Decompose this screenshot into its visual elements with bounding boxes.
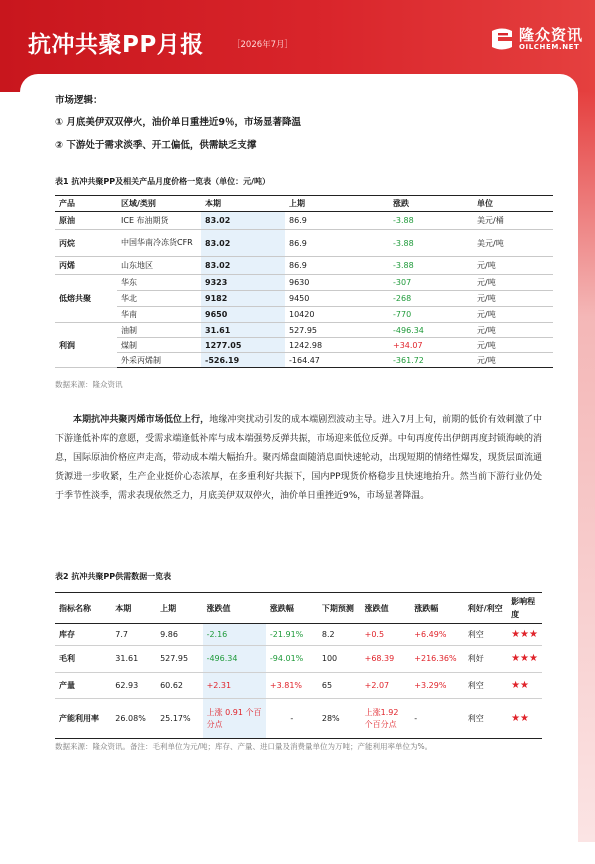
cell-previous: 9450 xyxy=(285,291,389,307)
cell-change-pct: - xyxy=(266,699,318,739)
col-effect: 利好/利空 xyxy=(464,593,507,624)
col-forecast-change: 涨跌值 xyxy=(361,593,411,624)
table-row xyxy=(55,646,542,673)
cell-region: 山东地区 xyxy=(117,257,201,275)
cell-previous: 25.17% xyxy=(156,699,202,739)
cell-effect: 利好 xyxy=(464,646,507,673)
cell-product: 丙烯 xyxy=(55,257,117,275)
cell-previous: 60.62 xyxy=(156,673,202,699)
market-logic-title: 市场逻辑： xyxy=(55,95,103,106)
cell-indicator: 库存 xyxy=(55,624,111,646)
card-edge-decoration xyxy=(578,92,595,842)
cell-current: 7.7 xyxy=(111,624,156,646)
cell-forecast-pct: +3.29% xyxy=(410,673,463,699)
cell-change-value: -496.34 xyxy=(203,646,266,673)
cell-change: +34.07 xyxy=(389,338,473,353)
cell-effect: 利空 xyxy=(464,624,507,646)
cell-current: 62.93 xyxy=(111,673,156,699)
cell-product: 利润 xyxy=(55,323,117,368)
cell-forecast-pct: - xyxy=(410,699,463,739)
cell-forecast-pct: +6.49% xyxy=(410,624,463,646)
cell-unit: 元/吨 xyxy=(473,275,553,291)
col-unit: 单位 xyxy=(473,196,553,212)
cell-current: 9323 xyxy=(201,275,285,291)
brand-logo xyxy=(489,26,583,52)
col-change-pct: 涨跌幅 xyxy=(266,593,318,624)
table2-caption: 表2 抗冲共聚PP供需数据一览表 xyxy=(55,572,172,581)
paragraph-lead: 本期抗冲共聚丙烯市场低位上行， xyxy=(73,415,210,425)
cell-change: -770 xyxy=(389,307,473,323)
cell-forecast: 8.2 xyxy=(318,624,361,646)
cell-current: 26.08% xyxy=(111,699,156,739)
cell-region: ICE 布油期货 xyxy=(117,212,201,230)
col-forecast: 下期预测 xyxy=(318,593,361,624)
col-change: 涨跌 xyxy=(389,196,473,212)
table-row xyxy=(55,212,553,230)
col-impact: 影响程度 xyxy=(507,593,542,624)
cell-previous: 10420 xyxy=(285,307,389,323)
brand-name-en: OILCHEM.NET xyxy=(518,43,580,51)
market-logic-point-2: ② 下游处于需求淡季、开工偏低，供需缺乏支撑 xyxy=(55,140,257,151)
cell-region: 华东 xyxy=(117,275,201,291)
table-row xyxy=(55,699,542,739)
cell-region: 油制 xyxy=(117,323,201,338)
cell-current: 83.02 xyxy=(201,257,285,275)
table-header-row xyxy=(55,593,542,624)
cell-forecast-change: +68.39 xyxy=(361,646,411,673)
cell-unit: 元/吨 xyxy=(473,291,553,307)
cell-change-value: -2.16 xyxy=(203,624,266,646)
table-row xyxy=(55,338,553,353)
table-header-row xyxy=(55,196,553,212)
cell-indicator: 毛利 xyxy=(55,646,111,673)
cell-current: 9182 xyxy=(201,291,285,307)
cell-change-pct: +3.81% xyxy=(266,673,318,699)
cell-change: -496.34 xyxy=(389,323,473,338)
cell-forecast: 100 xyxy=(318,646,361,673)
table-row xyxy=(55,323,553,338)
market-logic-point-1: ① 月底美伊双双停火，油价单日重挫近9％，市场显著降温 xyxy=(55,117,301,128)
supply-demand-table xyxy=(55,592,542,739)
cell-change: -268 xyxy=(389,291,473,307)
table-row xyxy=(55,624,542,646)
cell-previous: 527.95 xyxy=(156,646,202,673)
col-current: 本期 xyxy=(201,196,285,212)
cell-previous: 9630 xyxy=(285,275,389,291)
cell-current: -526.19 xyxy=(201,353,285,368)
price-table xyxy=(55,195,553,368)
cell-current: 83.02 xyxy=(201,212,285,230)
analysis-paragraph xyxy=(55,411,542,506)
cell-indicator: 产能利用率 xyxy=(55,699,111,739)
table-row xyxy=(55,275,553,291)
cell-change-value: +2.31 xyxy=(203,673,266,699)
oilchem-logo-icon xyxy=(489,27,515,51)
cell-region: 中国华南冷冻货CFR xyxy=(117,230,201,257)
table-row xyxy=(55,673,542,699)
cell-change-pct: -21.91% xyxy=(266,624,318,646)
impact-stars: ★★★ xyxy=(507,624,542,646)
cell-region: 华北 xyxy=(117,291,201,307)
cell-product: 低熔共聚 xyxy=(55,275,117,323)
col-change-value: 涨跌值 xyxy=(203,593,266,624)
table-row xyxy=(55,291,553,307)
cell-change: -3.88 xyxy=(389,212,473,230)
cell-change-value: 上涨 0.91 个百分点 xyxy=(203,699,266,739)
table-row xyxy=(55,257,553,275)
col-region: 区域/类别 xyxy=(117,196,201,212)
table2-source: 数据来源：隆众资讯。备注：毛利单位为元/吨；库存、产量、进口量及消费量单位为万吨；产能利用率单位为%。 xyxy=(55,742,433,751)
impact-stars: ★★★ xyxy=(507,646,542,673)
cell-current: 9650 xyxy=(201,307,285,323)
col-previous: 上期 xyxy=(156,593,202,624)
cell-product: 原油 xyxy=(55,212,117,230)
col-previous: 上期 xyxy=(285,196,389,212)
cell-previous: 86.9 xyxy=(285,257,389,275)
report-issue-date: ［2026年7月］ xyxy=(232,40,294,50)
paragraph-body: 地缘冲突扰动引发的成本端剧烈波动主导。进入7月上旬，前期的低价有效刺激了中下游逢低补库的意愿，受需求端逢低补库与成本端强势反弹共振，市场迎来低位反弹。中旬再度传出伊朗再度封锁海峡的消息，国际原油价格应声走高，带动成本端大幅抬升。聚丙烯盘面随消息面快速轮动，出现短期的情绪性爆发，现货层面流通货源进一步收紧，生产企业挺价心态浓厚，在多重利好共振下，国内PP现货价格稳步且快速地抬升。然当前下游行业仍处于季节性淡季，需求表现依然乏力，月底美伊双双停火，油价单日重挫近9%，市场显著降温。 xyxy=(55,415,542,501)
cell-unit: 元/吨 xyxy=(473,257,553,275)
cell-forecast-pct: +216.36% xyxy=(410,646,463,673)
cell-product: 丙烷 xyxy=(55,230,117,257)
cell-effect: 利空 xyxy=(464,673,507,699)
cell-previous: -164.47 xyxy=(285,353,389,368)
cell-region: 华南 xyxy=(117,307,201,323)
cell-unit: 元/吨 xyxy=(473,307,553,323)
table1-source: 数据来源：隆众资讯 xyxy=(55,380,123,389)
cell-change: -3.88 xyxy=(389,257,473,275)
cell-unit: 美元/桶 xyxy=(473,212,553,230)
col-current: 本期 xyxy=(111,593,156,624)
table-row xyxy=(55,230,553,257)
cell-previous: 86.9 xyxy=(285,230,389,257)
cell-region: 煤制 xyxy=(117,338,201,353)
impact-stars: ★★ xyxy=(507,673,542,699)
table1-caption: 表1 抗冲共聚PP及相关产品月度价格一览表（单位：元/吨） xyxy=(55,177,270,186)
cell-current: 31.61 xyxy=(201,323,285,338)
cell-unit: 元/吨 xyxy=(473,353,553,368)
cell-unit: 美元/吨 xyxy=(473,230,553,257)
table-row xyxy=(55,353,553,368)
cell-previous: 527.95 xyxy=(285,323,389,338)
cell-forecast-change: +0.5 xyxy=(361,624,411,646)
cell-forecast: 65 xyxy=(318,673,361,699)
cell-change: -3.88 xyxy=(389,230,473,257)
cell-current: 31.61 xyxy=(111,646,156,673)
report-title: 抗冲共聚PP月报 xyxy=(28,32,204,58)
cell-indicator: 产量 xyxy=(55,673,111,699)
cell-previous: 1242.98 xyxy=(285,338,389,353)
cell-previous: 86.9 xyxy=(285,212,389,230)
cell-forecast: 28% xyxy=(318,699,361,739)
impact-stars: ★★ xyxy=(507,699,542,739)
cell-change: -361.72 xyxy=(389,353,473,368)
col-forecast-pct: 涨跌幅 xyxy=(410,593,463,624)
cell-effect: 利空 xyxy=(464,699,507,739)
cell-change-pct: -94.01% xyxy=(266,646,318,673)
cell-current: 1277.05 xyxy=(201,338,285,353)
brand-name-cn: 隆众资讯 xyxy=(518,26,583,44)
cell-current: 83.02 xyxy=(201,230,285,257)
cell-unit: 元/吨 xyxy=(473,323,553,338)
cell-forecast-change: +2.07 xyxy=(361,673,411,699)
cell-region: 外采丙烯制 xyxy=(117,353,201,368)
cell-forecast-change: 上涨1.92个百分点 xyxy=(361,699,411,739)
cell-previous: 9.86 xyxy=(156,624,202,646)
col-indicator: 指标名称 xyxy=(55,593,111,624)
col-product: 产品 xyxy=(55,196,117,212)
cell-change: -307 xyxy=(389,275,473,291)
table-row xyxy=(55,307,553,323)
cell-unit: 元/吨 xyxy=(473,338,553,353)
